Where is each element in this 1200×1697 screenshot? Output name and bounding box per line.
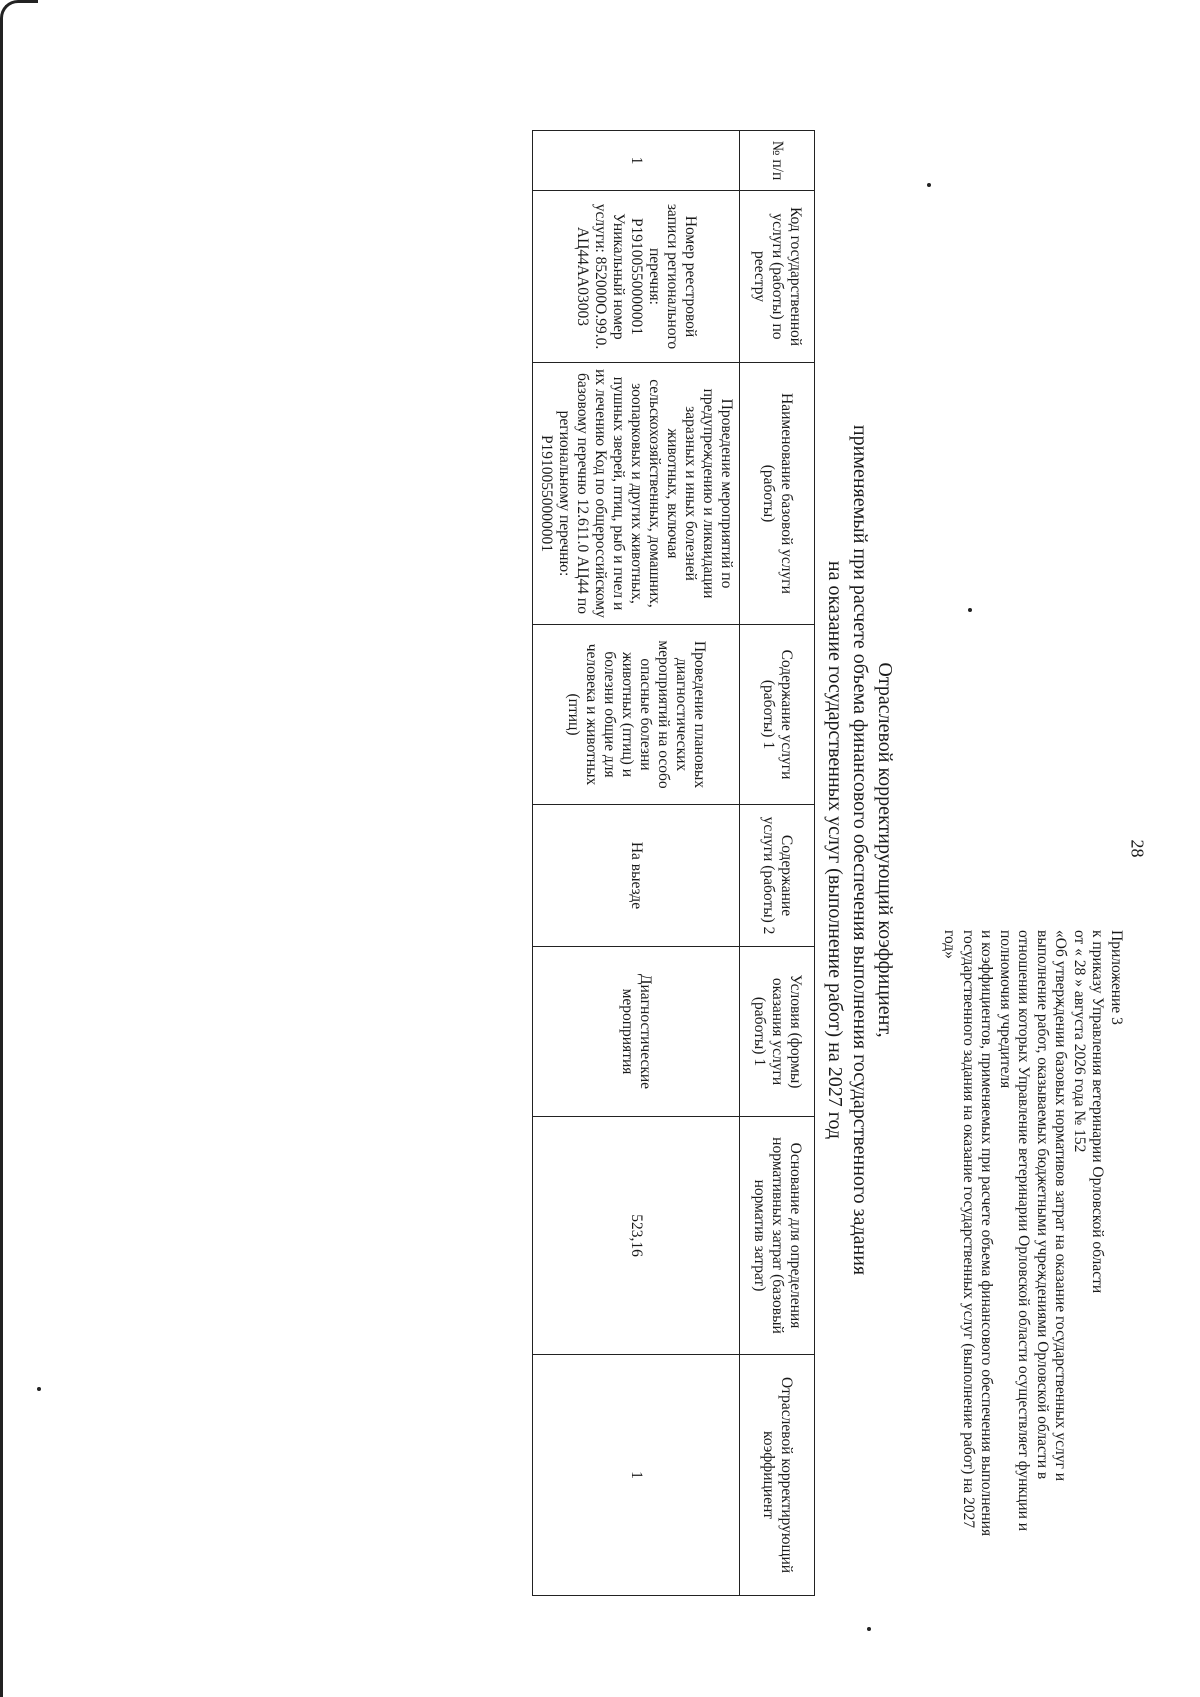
landscape-page bbox=[115, 90, 1135, 1610]
page-number: 28 bbox=[1127, 839, 1148, 858]
cell-content-1: Проведение плановых диагностических мероприятий на особо опасные болезни животных (птиц) и болезни общие для человека и животных (птиц) bbox=[533, 625, 740, 805]
title-line-3: на оказание государственных услуг (выполнение работ) на 2027 год bbox=[824, 560, 846, 1140]
header-coefficient: Отраслевой корректирующий коэффициент bbox=[740, 1355, 815, 1596]
header-basis: Основание для определения нормативных затрат (базовый норматив затрат) bbox=[740, 1117, 815, 1355]
title-line-1: Отраслевой корректирующий коэффициент, bbox=[874, 662, 896, 1038]
annex-line: и коэффициентов, применяемых при расчете объема финансового обеспечения выполнения государственного задания на оказание государственных услуг (выполнение работ) на 2027 год» bbox=[941, 930, 996, 1537]
scan-speck bbox=[867, 1627, 871, 1631]
header-num: № п/п bbox=[740, 131, 815, 191]
annex-line: к приказу Управления ветеринарии Орловской области bbox=[1089, 930, 1107, 1294]
cell-code: Номер реестровой записи регионального перечня: Р19100550000001 Уникальный номер услуги: 852000О.99.0. АЦ44АА03003 bbox=[533, 191, 740, 363]
scan-speck bbox=[37, 1387, 41, 1391]
table-header-row bbox=[740, 131, 815, 1596]
table-row bbox=[533, 131, 740, 1596]
title-line-2: применяемый при расчете объема финансового обеспечения выполнения государственного задания bbox=[849, 424, 871, 1276]
annex-line: Приложение 3 bbox=[1108, 930, 1125, 1025]
header-code: Код государственной услуги (работы) по реестру bbox=[740, 191, 815, 363]
cell-content-2: На выезде bbox=[533, 805, 740, 947]
cell-coefficient: 1 bbox=[533, 1355, 740, 1596]
coefficient-table bbox=[532, 130, 815, 1596]
cell-name: Проведение мероприятий по предупреждению и ликвидации заразных и иных болезней животных, включая сельскохозяйственных, домашних, зоопарковых и других животных, пушных зверей, птиц, рыб и пчел и их лечению Код по общероссийскому базовому перечню 12.611.0 АЦ44 по региональному перечню: Р19100550000001 bbox=[533, 363, 740, 625]
annex-line: «Об утверждении базовых нормативов затрат на оказание государственных услуг и выполнение работ, оказываемых бюджетными учреждениями Орловской области в отношении которых Управление ветеринарии Орловской области осуществляет функции и полномочия учредителя bbox=[997, 930, 1070, 1532]
annex-line: от « 28 » августа 2026 года № 152 bbox=[1071, 930, 1088, 1153]
scan-speck bbox=[927, 183, 931, 187]
header-content-2: Содержание услуги (работы) 2 bbox=[740, 805, 815, 947]
annex-block bbox=[940, 930, 1125, 1550]
document-title bbox=[822, 90, 897, 1610]
scan-speck bbox=[968, 608, 972, 612]
scan-edge bbox=[0, 0, 38, 1697]
cell-basis: 523,16 bbox=[533, 1117, 740, 1355]
cell-conditions: Диагностические мероприятия bbox=[533, 947, 740, 1117]
header-conditions: Условия (формы) оказания услуги (работы) 1 bbox=[740, 947, 815, 1117]
header-content-1: Содержание услуги (работы) 1 bbox=[740, 625, 815, 805]
header-name: Наименование базовой услуги (работы) bbox=[740, 363, 815, 625]
cell-num: 1 bbox=[533, 131, 740, 191]
